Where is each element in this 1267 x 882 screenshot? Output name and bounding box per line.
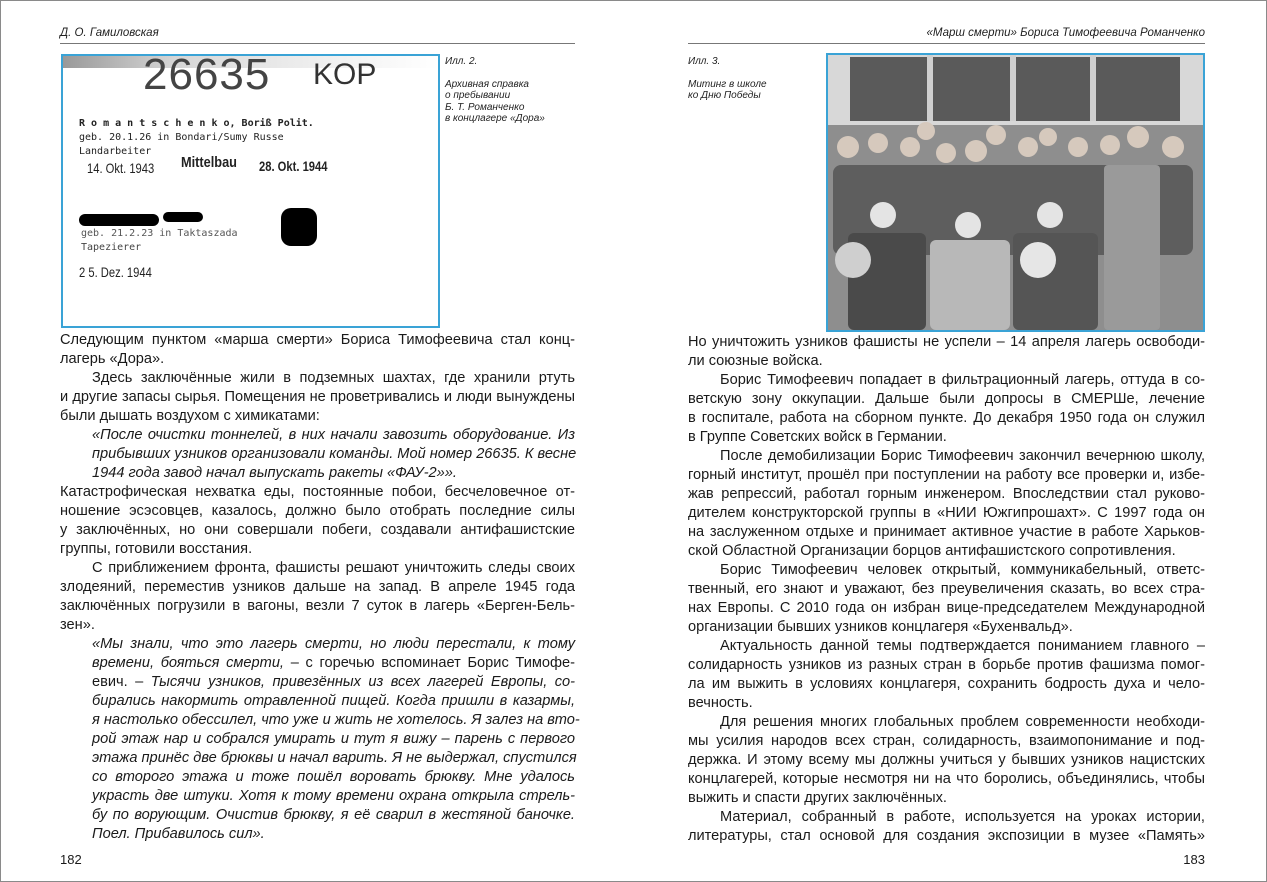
text-line: и другие запасы сырья. Помещения не проветривались и люди вынуждены [60,389,575,405]
text-line: ла им выжить в условиях концлагеря, сохранить бодрость духа и чело- [688,676,1205,692]
scan-line: R o m a n t s c h e n k o, Boriß Polit. [79,118,314,129]
text-line: Поел. Прибавилось сил». [92,826,265,842]
text-line: «Мы знали, что это лагерь смерти, но люди перестали, к тому [92,636,575,652]
figure-caption [445,56,545,125]
text-line: группы, готовили восстания. [60,541,253,557]
text-line: организации бывших узников концлагеря «Бухенвальд». [688,619,1073,635]
text-line: Катастрофическая нехватка еды, постоянные побои, бесчеловечное от- [60,484,575,500]
text-line: зен». [60,617,95,633]
text-line: в Группе Советских войск в Германии. [688,429,947,445]
paragraph [60,426,575,483]
text-line: дителем конструкторской группы в «НИИ Южгипрошахт». С 1997 года он [688,505,1205,521]
text-line: После демобилизации Борис Тимофеевич закончил вечернюю школу, [720,448,1205,464]
text-line: держка. И этому всему мы должны учиться у бывших узников нацистских [688,752,1205,768]
scan-date: 2 5. Dez. 1944 [79,264,152,280]
text-line: ской Областной Организации борцов антифашистского сопротивления. [688,543,1176,559]
paragraph [688,561,1205,637]
scan-line: geb. 21.2.23 in Taktaszada [81,228,238,239]
paragraph [688,713,1205,808]
text-line [60,654,575,673]
page-number: 182 [60,852,82,867]
scan-line: Landarbeiter [79,146,152,157]
paragraph [688,447,1205,561]
caption-line: ко Дню Победы [688,90,761,102]
text-line: со второго этажа и тоже пошёл воровать брюкву. Мне удалось [92,769,575,785]
redaction-mark [281,208,317,246]
text-line: бирались накормить отравленной пищей. Когда пришли в казармы, [92,693,575,709]
archive-document-scan [61,54,440,328]
text-line: Но уничтожить узников фашисты не успели – 14 апреля лагерь освободи- [688,334,1205,350]
scan-line: Tapezierer [81,242,142,253]
text-segment: – с горечью вспоминает Борис Тимофе- [290,655,575,671]
text-line: литературы, стал основой для создания экспозиции в музее «Память» [688,828,1205,844]
school-meeting-photo [826,53,1205,332]
redaction-mark [79,214,159,226]
caption-line: Б. Т. Романченко [445,101,525,113]
paragraph [688,637,1205,713]
text-line: Борис Тимофеевич попадает в фильтрационный лагерь, оттуда в со- [720,372,1205,388]
text-line: на заслуженном отдыхе и принимает активное участие в работе Харьков- [688,524,1205,540]
text-line: заключённых погрузили в вагоны, везли 7 суток в лагерь «Берген-Бель- [60,598,575,614]
prisoner-number: 26635 [143,54,271,99]
text-line: были дышать воздухом с химикатами: [60,408,320,424]
text-line: С приближением фронта, фашисты решают уничтожить следы своих [92,560,575,576]
text-line: Актуальность данной темы подтверждается пониманием главного – [720,638,1205,654]
text-line: твенный, его знают и уважают, без преувеличения сказать, во всех стра- [688,581,1205,597]
text-segment: евич. – [92,674,151,690]
header-rule [688,43,1205,44]
redaction-mark [163,212,203,222]
running-head-author: Д. О. Гамиловская [60,27,159,39]
caption-line: Митинг в школе [688,78,767,90]
scan-mittelbau: Mittelbau [181,154,237,171]
caption-number: Илл. 3. [688,56,721,67]
text-line: вечность. [688,695,753,711]
text-line: Материал, собранный в работе, используется на уроках истории, [720,809,1205,825]
paragraph [60,483,575,559]
quote-segment: Тысячи узников, привезённых из всех лагерей Европы, со- [150,674,575,690]
caption-line: в концлагере «Дора» [445,113,545,125]
text-line: концлагерей, которые несмотря ни на что боролись, объединялись, чтобы [688,771,1205,787]
paragraph [688,371,1205,447]
right-page [688,0,1205,882]
page-number: 183 [1183,852,1205,867]
text-line: жав репрессий, работал горным инженером. Впоследствии стал руково- [688,486,1205,502]
text-line: Следующим пунктом «марша смерти» Бориса Тимофеевича стал конц- [60,332,575,348]
scan-kop: KOP [313,58,377,91]
paragraph [60,635,580,844]
scan-date: 28. Okt. 1944 [259,158,328,174]
header-rule [60,43,575,44]
caption-number: Илл. 2. [445,56,478,67]
text-line: ношение эсэсовцев, казалось, должно было отобрать последние силы [60,503,575,519]
text-line: мы усилия народов всех стран, солидарность, взаимопонимание и под- [688,733,1205,749]
quote-segment: времени, бояться смерти, [92,655,291,671]
text-line: я настолько обессилел, что уже и жить не хотелось. Я залез на вто- [92,712,580,728]
body-text [688,333,1205,846]
text-line: лагерь «Дора». [60,351,165,367]
text-line: нах Европы. С 2010 года он избран вице-председателем Международной [688,600,1205,616]
text-line: Борис Тимофеевич человек открытый, коммуникабельный, ответс- [720,562,1205,578]
text-line: прибывших узников организовали команды. Мой номер 26635. К весне [92,446,577,462]
scan-date: 14. Okt. 1943 [87,160,155,176]
text-line: в госпитале, работа на сборном пункте. До декабря 1950 года он служил [688,410,1205,426]
paragraph [60,369,575,426]
text-line: Здесь заключённые жили в подземных шахтах, где хранили ртуть [92,370,575,386]
text-line: 1944 года завод начал выпускать ракеты «ФАУ-2»». [92,465,457,481]
text-line: горный институт, прошёл при поступлении на работу все проверки и, избе- [688,467,1205,483]
photo-illustration [828,55,1203,330]
paragraph [688,808,1205,846]
figure-caption [688,56,767,102]
text-line: выжить и спасти других заключённых. [688,790,947,806]
text-line: у заключённых, но они совершали побеги, создавали антифашистские [60,522,575,538]
text-line: этажа принёс две брюквы и начал варить. Я не выдержал, спустился [92,750,577,766]
running-head-title: «Марш смерти» Бориса Тимофеевича Романченко [926,27,1205,39]
text-line: «После очистки тоннелей, в них начали завозить оборудование. Из [92,427,575,443]
text-line: злодеяний, переместив узников дальше на запад. В апреле 1945 года [60,579,575,595]
paragraph [60,331,575,369]
paragraph [60,559,575,635]
left-page [60,0,580,882]
text-line: солидарность узников из разных стран в борьбе против фашизма помог- [688,657,1205,673]
caption-line: Архивная справка [445,78,529,90]
text-line: бу по ворующим. Очистив брюкву, я её сварил в жестяной баночке. [92,807,575,823]
paragraph [688,333,1205,371]
body-text [60,331,580,844]
text-line: Для решения многих глобальных проблем современности необходи- [720,714,1205,730]
text-line: рой этаж нар и собрался умирать и тут я вижу – парень с первого [92,731,575,747]
scan-line: geb. 20.1.26 in Bondari/Sumy Russe [79,132,284,143]
text-line [60,673,575,692]
text-line: ветскую зону оккупации. Дальше были допросы в СМЕРШе, лечение [688,391,1205,407]
text-line: украсть две штуки. Хотя к тому времени охрана открыла стрель- [92,788,575,804]
text-line: ли союзные войска. [688,353,823,369]
caption-line: о пребывании [445,90,511,102]
